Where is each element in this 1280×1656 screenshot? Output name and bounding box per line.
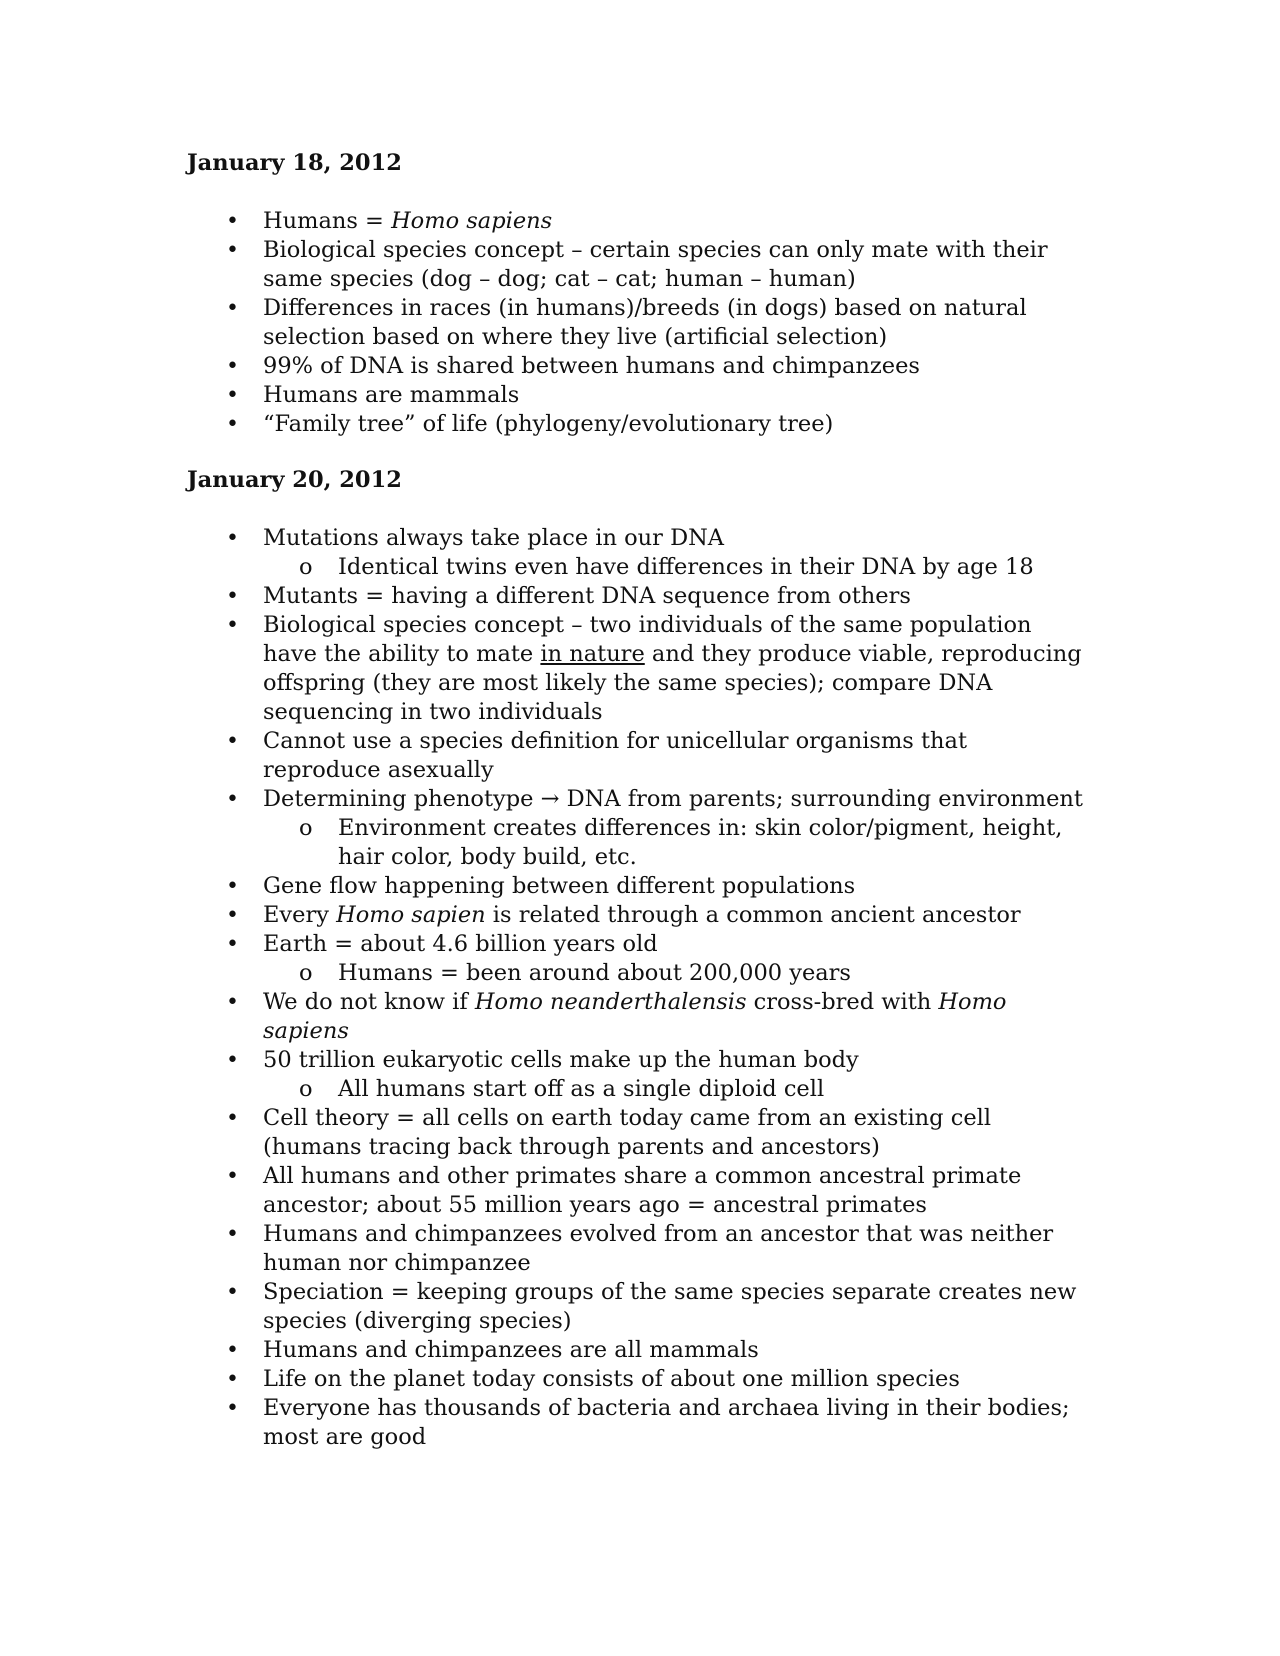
item-text: Cell theory = all cells on earth today came from an existing cell (humans tracing back through parents and ancestors) (263, 1105, 992, 1160)
list-item (187, 1365, 1087, 1394)
item-text: Mutations always take place in our DNA (263, 525, 725, 551)
bullet: • (226, 1367, 239, 1392)
bullet: • (226, 874, 239, 899)
item-text: Humans and chimpanzees are all mammals (263, 1337, 759, 1363)
bullet: • (226, 729, 239, 754)
bullet: • (226, 1048, 239, 1073)
bullet: • (226, 1164, 239, 1189)
sub-list-item (187, 1075, 1087, 1104)
list-item (187, 1336, 1087, 1365)
item-text: “Family tree” of life (phylogeny/evolutionary tree) (263, 411, 834, 437)
item-text-italic: Homo neanderthalensis (474, 989, 747, 1015)
item-text: Earth = about 4.6 billion years old (263, 931, 658, 957)
bullet: • (226, 1106, 239, 1131)
item-text: Determining phenotype → DNA from parents; surrounding environment (263, 786, 1083, 812)
bullet: • (226, 209, 239, 234)
list-item (187, 1220, 1087, 1278)
list-item (187, 901, 1087, 930)
sub-bullet: o (299, 815, 313, 841)
item-text: All humans and other primates share a common ancestral primate ancestor; about 55 million years ago = ancestral primates (263, 1163, 1022, 1218)
item-text: We do not know if (263, 989, 475, 1015)
sub-item-text: Identical twins even have differences in their DNA by age 18 (338, 554, 1034, 580)
item-text: is related through a common ancient ancestor (485, 902, 1021, 928)
list-item (187, 872, 1087, 901)
item-text: Every (263, 902, 337, 928)
list-item (187, 381, 1087, 410)
sub-item-text: Humans = been around about 200,000 years (338, 960, 851, 986)
list-item (187, 294, 1087, 352)
item-text: cross-bred with (746, 989, 939, 1015)
list-item (187, 1104, 1087, 1162)
item-text: Biological species concept – certain species can only mate with their same species (dog – dog; cat – cat; human – human) (263, 237, 1048, 292)
bullet: • (226, 383, 239, 408)
section-heading: January 18, 2012 (187, 150, 402, 176)
list-item (187, 1278, 1087, 1336)
list-item (187, 727, 1087, 785)
notes-list (187, 524, 1087, 1452)
list-item (187, 1394, 1087, 1452)
bullet: • (226, 932, 239, 957)
item-text: Gene flow happening between different populations (263, 873, 856, 899)
item-text: Humans are mammals (263, 382, 520, 408)
bullet: • (226, 613, 239, 638)
item-text: Life on the planet today consists of about one million species (263, 1366, 960, 1392)
item-text: 50 trillion eukaryotic cells make up the human body (263, 1047, 859, 1073)
sub-list-item (187, 814, 1087, 872)
item-text: 99% of DNA is shared between humans and chimpanzees (263, 353, 920, 379)
bullet: • (226, 1280, 239, 1305)
list-item (187, 207, 1087, 236)
bullet: • (226, 354, 239, 379)
sub-bullet: o (299, 554, 313, 580)
bullet: • (226, 1222, 239, 1247)
list-item (187, 410, 1087, 439)
list-item (187, 1046, 1087, 1075)
bullet: • (226, 903, 239, 928)
sub-item-text: Environment creates differences in: skin color/pigment, height, hair color, body build, etc. (338, 815, 1063, 870)
item-text: Speciation = keeping groups of the same species separate creates new species (diverging species) (263, 1279, 1077, 1334)
item-text-italic: Homo sapiens (391, 208, 553, 234)
item-text-italic: Homo sapiens (263, 989, 1007, 1044)
sub-bullet: o (299, 1076, 313, 1102)
bullet: • (226, 584, 239, 609)
bullet: • (226, 1396, 239, 1421)
bullet: • (226, 1338, 239, 1363)
sub-item-text: All humans start off as a single diploid cell (338, 1076, 825, 1102)
sub-list-item (187, 553, 1087, 582)
bullet: • (226, 787, 239, 812)
bullet: • (226, 412, 239, 437)
item-text: Humans and chimpanzees evolved from an ancestor that was neither human nor chimpanzee (263, 1221, 1054, 1276)
sub-list-item (187, 959, 1087, 988)
bullet: • (226, 238, 239, 263)
list-item (187, 236, 1087, 294)
item-text: Mutants = having a different DNA sequence from others (263, 583, 911, 609)
item-text: Differences in races (in humans)/breeds (in dogs) based on natural selection based on where they live (artificial selection) (263, 295, 1027, 350)
list-item (187, 611, 1087, 727)
item-text: and they produce viable, reproducing offspring (they are most likely the same species); compare DNA sequencing in two individuals (263, 641, 1082, 725)
notes-list (187, 207, 1087, 439)
sub-bullet: o (299, 960, 313, 986)
bullet: • (226, 526, 239, 551)
item-text: Biological species concept – two individuals of the same population have the ability to mate (263, 612, 1032, 667)
list-item (187, 524, 1087, 553)
item-text: Humans = (263, 208, 392, 234)
item-text-underlined: in nature (540, 641, 645, 667)
list-item (187, 582, 1087, 611)
bullet: • (226, 990, 239, 1015)
list-item (187, 930, 1087, 959)
item-text-italic: Homo sapien (336, 902, 486, 928)
list-item (187, 988, 1087, 1046)
bullet: • (226, 296, 239, 321)
list-item (187, 352, 1087, 381)
list-item (187, 1162, 1087, 1220)
item-text: Cannot use a species definition for unicellular organisms that reproduce asexually (263, 728, 967, 783)
item-text: Everyone has thousands of bacteria and archaea living in their bodies; most are good (263, 1395, 1070, 1450)
list-item (187, 785, 1087, 814)
section-heading: January 20, 2012 (187, 467, 402, 493)
